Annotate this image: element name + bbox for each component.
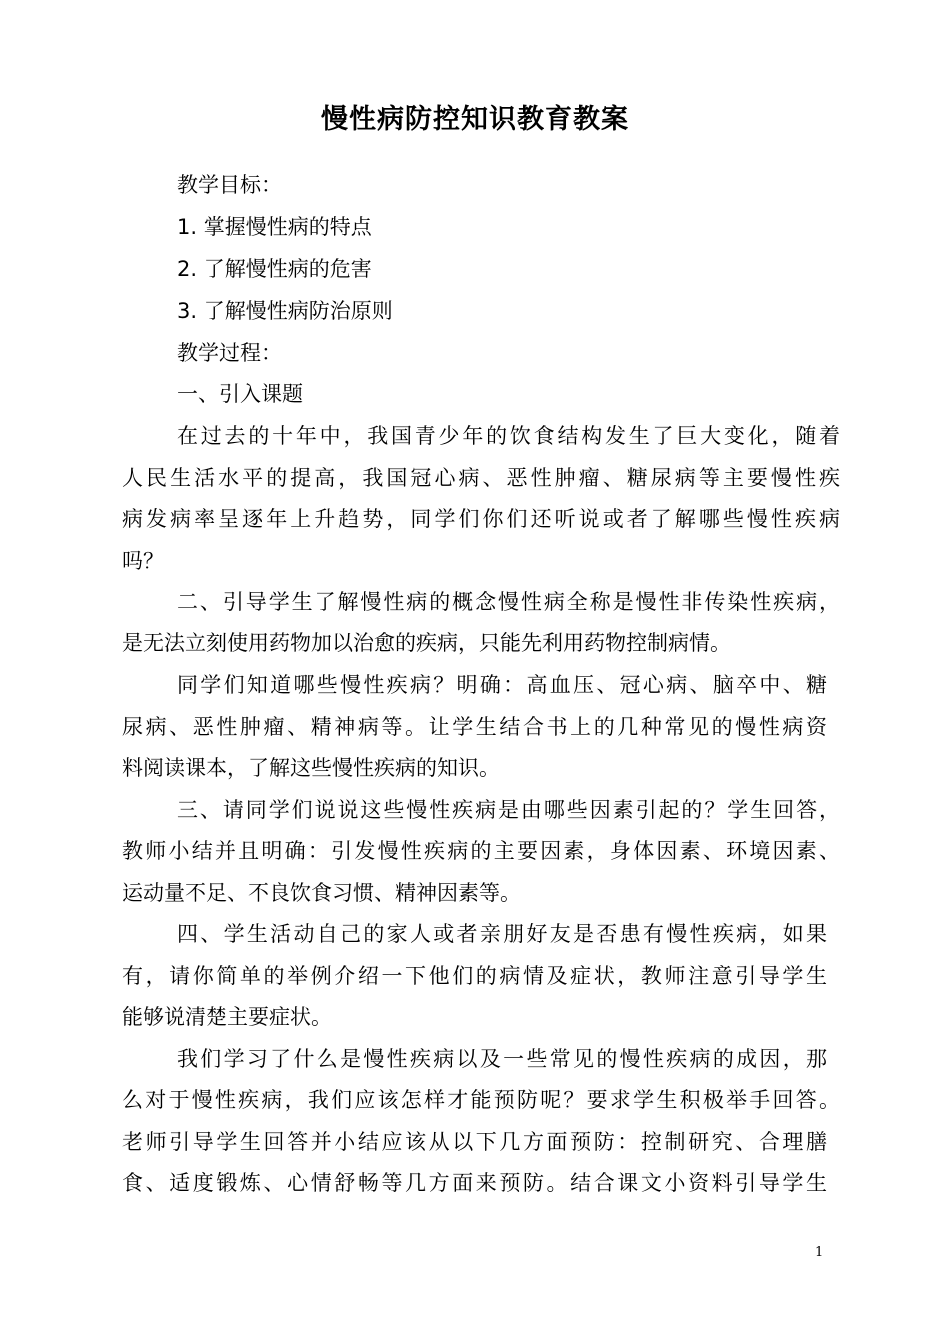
paragraph-line: 在过去的十年中，我国青少年的饮食结构发生了巨大变化，随着 <box>177 424 840 448</box>
paragraph-line: 人民生活水平的提高，我国冠心病、恶性肿瘤、糖尿病等主要慢性疾 <box>122 466 840 490</box>
paragraph-line: 吗？ <box>122 549 164 573</box>
paragraph-line: 同学们知道哪些慢性疾病？明确：高血压、冠心病、脑卒中、糖 <box>177 673 827 697</box>
paragraph-line: 料阅读课本，了解这些慢性疾病的知识。 <box>122 756 500 780</box>
document-title: 慢性病防控知识教育教案 <box>321 104 629 135</box>
objective-item-1: 1. 掌握慢性病的特点 <box>177 215 372 239</box>
paragraph-line: 我们学习了什么是慢性疾病以及一些常见的慢性疾病的成因，那 <box>177 1047 827 1071</box>
paragraph-line: 食、适度锻炼、心情舒畅等几方面来预防。结合课文小资料引导学生 <box>122 1171 827 1195</box>
paragraph-line: 有，请你简单的举例介绍一下他们的病情及症状，教师注意引导学生 <box>122 964 827 988</box>
section-heading-process: 教学过程： <box>177 341 282 365</box>
paragraph-line: 三、请同学们说说这些慢性疾病是由哪些因素引起的？学生回答， <box>177 798 840 822</box>
page-number: 1 <box>815 1245 824 1260</box>
paragraph-line: 能够说清楚主要症状。 <box>122 1005 332 1029</box>
paragraph-line: 老师引导学生回答并小结应该从以下几方面预防：控制研究、合理膳 <box>122 1130 827 1154</box>
paragraph-line: 病发病率呈逐年上升趋势，同学们你们还听说或者了解哪些慢性疾病 <box>122 507 840 531</box>
paragraph-line: 教师小结并且明确：引发慢性疾病的主要因素，身体因素、环境因素、 <box>122 839 840 863</box>
objective-item-2: 2. 了解慢性病的危害 <box>177 257 372 281</box>
paragraph-line: 四、学生活动自己的家人或者亲朋好友是否患有慢性疾病，如果 <box>177 922 827 946</box>
paragraph-line: 尿病、恶性肿瘤、精神病等。让学生结合书上的几种常见的慢性病资 <box>122 715 827 739</box>
paragraph-line: 是无法立刻使用药物加以治愈的疾病，只能先利用药物控制病情。 <box>122 631 731 655</box>
paragraph-line: 运动量不足、不良饮食习惯、精神因素等。 <box>122 881 521 905</box>
section-heading-objectives: 教学目标： <box>177 173 282 197</box>
paragraph-line: 二、引导学生了解慢性病的概念慢性病全称是慢性非传染性疾病， <box>177 590 840 614</box>
objective-item-3: 3. 了解慢性病防治原则 <box>177 299 393 323</box>
paragraph-line: 么对于慢性疾病，我们应该怎样才能预防呢？要求学生积极举手回答。 <box>122 1088 840 1112</box>
step-heading-intro: 一、引入课题 <box>177 382 303 406</box>
